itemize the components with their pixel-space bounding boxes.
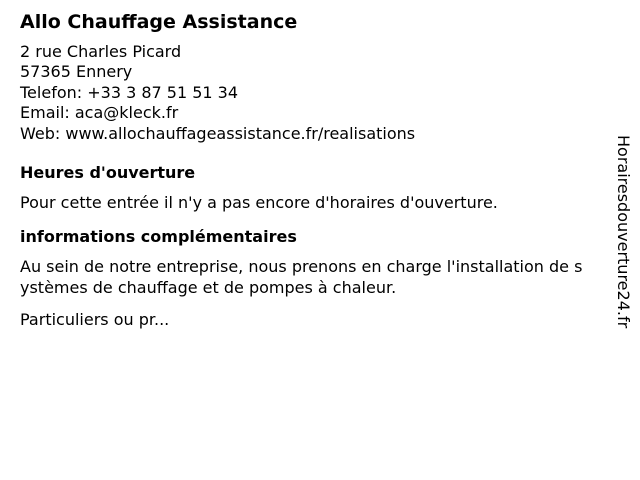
street-address: 2 rue Charles Picard [20, 42, 182, 61]
email-address: Email: aca@kleck.fr [20, 103, 179, 123]
additional-info-heading: informations complémentaires [20, 227, 297, 247]
contact-block [20, 42, 585, 144]
website-url: Web: www.allochauffageassistance.fr/realisations [20, 123, 416, 143]
site-brand-vertical: Horairesdouverture24.fr [614, 135, 633, 329]
city-postal: 57365 Ennery [20, 62, 133, 82]
company-name: Allo Chauffage Assistance [20, 11, 298, 33]
additional-info-teaser: Particuliers ou pr... [20, 310, 170, 330]
business-entry [20, 10, 585, 331]
additional-info-text: Au sein de notre entreprise, nous prenons en charge l'installation de systèmes de chauffage et de pompes à chaleur. [20, 257, 583, 297]
phone-number: Telefon: +33 3 87 51 51 34 [20, 82, 239, 102]
opening-hours-text: Pour cette entrée il n'y a pas encore d'horaires d'ouverture. [20, 193, 498, 213]
opening-hours-heading: Heures d'ouverture [20, 163, 196, 183]
